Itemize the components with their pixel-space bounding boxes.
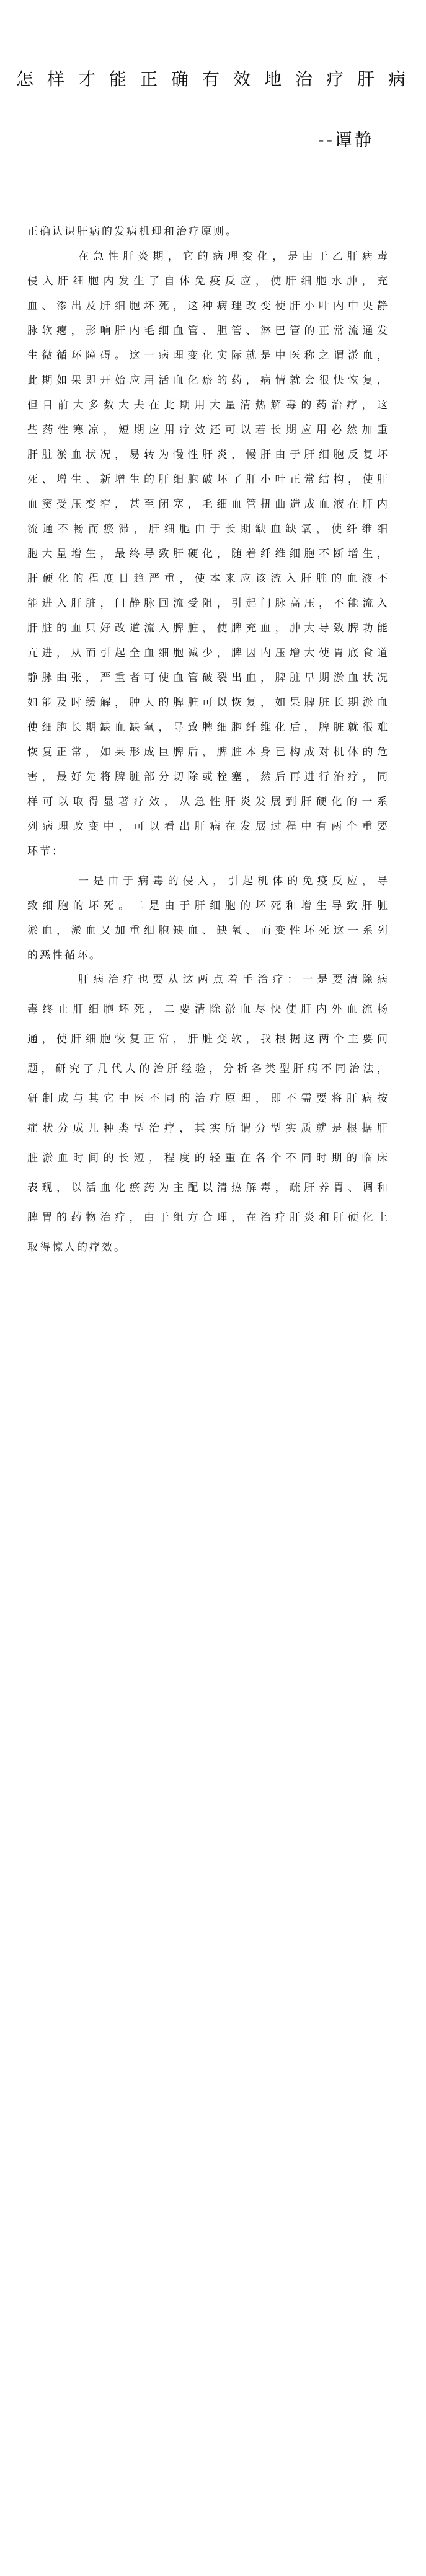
text-line: 淤血，淤血又加重细胞缺血、缺氧、而变性坏死这一系列 xyxy=(27,925,389,937)
text-line: 肝脏的血只好改道流入脾脏，使脾充血，肿大导致脾功能 xyxy=(27,622,389,635)
text-line: 肝病治疗也要从这两点着手治疗：一是要清除病 xyxy=(78,974,389,986)
text-line: 如能及时缓解，肿大的脾脏可以恢复，如果脾脏长期淤血 xyxy=(27,697,389,709)
text-line: 此期如果即开始应用活血化瘀的药，病情就会很快恢复， xyxy=(27,374,389,387)
text-line: 流通不畅而瘀滞，肝细胞由于长期缺血缺氧，使纤维细 xyxy=(27,523,389,535)
text-line: 胞大量增生，最终导致肝硬化，随着纤维细胞不断增生， xyxy=(27,548,389,560)
text-line: 表现，以活血化瘀药为主配以清热解毒，疏肝养胃、调和 xyxy=(27,1182,389,1194)
text-line: 脏淤血时间的长短，程度的轻重在各个不同时期的临床 xyxy=(27,1152,389,1164)
text-line: 通，使肝细胞恢复正常，肝脏变软，我根据这两个主要问 xyxy=(27,1033,389,1045)
text-line: 研制成与其它中医不同的治疗原理，即不需要将肝病按 xyxy=(27,1092,389,1105)
text-line: 但目前大多数大夫在此期用大量清热解毒的药治疗，这 xyxy=(27,399,389,411)
text-line: 脾胃的药物治疗，由于组方合理，在治疗肝炎和肝硬化上 xyxy=(27,1211,389,1224)
text-line: 致细胞的坏死。二是由于肝细胞的坏死和增生导致肝脏 xyxy=(27,900,389,912)
text-line: 使细胞长期缺血缺氧，导致脾细胞纤维化后，脾脏就很难 xyxy=(27,721,389,734)
text-line: 毒终止肝细胞坏死，二要清除淤血尽快使肝内外血流畅 xyxy=(27,1003,389,1016)
text-line: 题，研究了几代人的治肝经验，分析各类型肝病不同治法， xyxy=(27,1063,389,1075)
text-line: 死、增生、新增生的肝细胞破坏了肝小叶正常结构，使肝 xyxy=(27,473,389,486)
author-byline: --谭静 xyxy=(318,130,375,150)
text-line: 脉软瘪，影响肝内毛细血管、胆管、淋巴管的正常流通发 xyxy=(27,325,389,337)
document-title: 怎样才能正确有效地治疗肝病 xyxy=(16,69,420,89)
text-line: 环节： xyxy=(27,845,64,858)
text-line: 取得惊人的疗效。 xyxy=(27,1241,126,1254)
text-line: 生微循环障碍。这一病理变化实际就是中医称之谓淤血， xyxy=(27,349,389,362)
text-line: 血窦受压变窄，甚至闭塞，毛细血管扭曲造成血液在肝内 xyxy=(27,498,389,511)
paragraph-treatment xyxy=(27,965,389,1262)
text-line: 在急性肝炎期，它的病理变化，是由于乙肝病毒 xyxy=(78,250,389,263)
text-line: 亢进，从而引起全血细胞减少，脾因内压增大使胃底食道 xyxy=(27,647,389,659)
text-line: 害，最好先将脾脏部分切除或栓塞，然后再进行治疗，同 xyxy=(27,771,389,783)
paragraph-intro xyxy=(27,219,389,244)
text-line: 能进入肝脏，门静脉回流受阻，引起门脉高压，不能流入 xyxy=(27,597,389,610)
text-line: 的恶性循环。 xyxy=(27,949,102,962)
text-line: 肝硬化的程度日趋严重，使本来应该流入肝脏的血液不 xyxy=(27,573,389,585)
paragraph-pathology xyxy=(27,244,389,864)
text-line: 正确认识肝病的发病机理和治疗原则。 xyxy=(27,226,238,238)
text-line: 些药性寒凉，短期应用疗效还可以若长期应用必然加重 xyxy=(27,424,389,436)
text-line: 样可以取得显著疗效，从急性肝炎发展到肝硬化的一系 xyxy=(27,796,389,808)
text-line: 静脉曲张，严重者可使血管破裂出血，脾脏早期淤血状况 xyxy=(27,672,389,684)
text-line: 列病理改变中，可以看出肝病在发展过程中有两个重要 xyxy=(27,820,389,833)
text-line: 症状分成几种类型治疗，其实所谓分型实质就是根据肝 xyxy=(27,1122,389,1135)
text-line: 侵入肝细胞内发生了自体免疫反应，使肝细胞水肿，充 xyxy=(27,275,389,288)
paragraph-two-links xyxy=(27,869,389,968)
text-line: 一是由于病毒的侵入，引起机体的免疫反应，导 xyxy=(78,875,389,887)
text-line: 肝脏淤血状况，易转为慢性肝炎，慢肝由于肝细胞反复坏 xyxy=(27,449,389,461)
text-line: 恢复正常，如果形成巨脾后，脾脏本身已构成对机体的危 xyxy=(27,746,389,758)
text-line: 血、渗出及肝细胞坏死，这种病理改变使肝小叶内中央静 xyxy=(27,300,389,312)
